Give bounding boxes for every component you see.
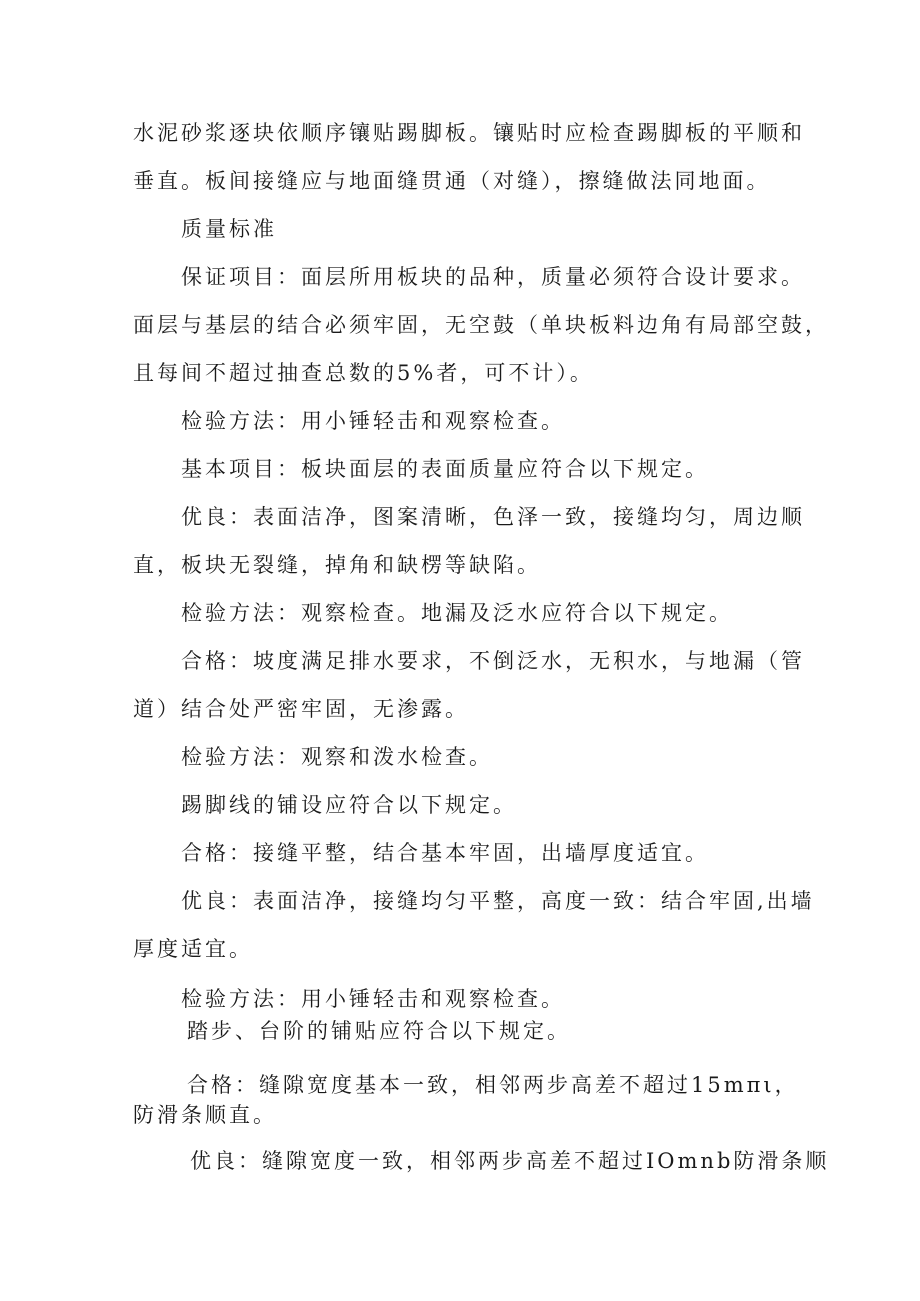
- text-line: 检验方法：观察检查。地漏及泛水应符合以下规定。: [181, 601, 733, 625]
- text-line: 检验方法：用小锤轻击和观察检查。: [181, 987, 565, 1011]
- text-line: 踢脚线的铺设应符合以下规定。: [181, 793, 517, 817]
- text-line: 面层与基层的结合必须牢固，无空鼓（单块板料边角有局部空鼓，: [133, 313, 829, 337]
- text-line: 垂直。板间接缝应与地面缝贯通（对缝），擦缝做法同地面。: [133, 169, 771, 193]
- text-line: 优良：表面洁净，接缝均匀平整，高度一致：结合牢固,出墙: [181, 889, 815, 913]
- text-line: 道）结合处严密牢固，无渗露。: [133, 697, 469, 721]
- text-line: 检验方法：用小锤轻击和观察检查。: [181, 409, 565, 433]
- text-line: 踏步、台阶的铺贴应符合以下规定。: [187, 1019, 571, 1043]
- text-line: 合格：缝隙宽度基本一致，相邻两步高差不超过15mπι，: [187, 1073, 799, 1097]
- text-line: 厚度适宜。: [133, 937, 253, 961]
- text-line: 合格：接缝平整，结合基本牢固，出墙厚度适宜。: [181, 841, 709, 865]
- text-line: 优良：缝隙宽度一致，相邻两步高差不超过IOmnb防滑条顺: [190, 1149, 830, 1173]
- text-line: 基本项目：板块面层的表面质量应符合以下规定。: [181, 457, 709, 481]
- text-line: 直，板块无裂缝，掉角和缺楞等缺陷。: [133, 553, 541, 577]
- text-line: 合格：坡度满足排水要求，不倒泛水，无积水，与地漏（管: [181, 649, 805, 673]
- text-line: 且每间不超过抽查总数的5%者，可不计）。: [133, 361, 594, 385]
- section-heading: 质量标准: [181, 217, 277, 241]
- text-line: 水泥砂浆逐块依顺序镶贴踢脚板。镶贴时应检查踢脚板的平顺和: [133, 121, 805, 145]
- text-line: 优良：表面洁净，图案清晰，色泽一致，接缝均匀，周边顺: [181, 505, 805, 529]
- text-line: 检验方法：观察和泼水检查。: [181, 745, 493, 769]
- text-line: 防滑条顺直。: [133, 1103, 277, 1127]
- text-line: 保证项目：面层所用板块的品种，质量必须符合设计要求。: [181, 265, 805, 289]
